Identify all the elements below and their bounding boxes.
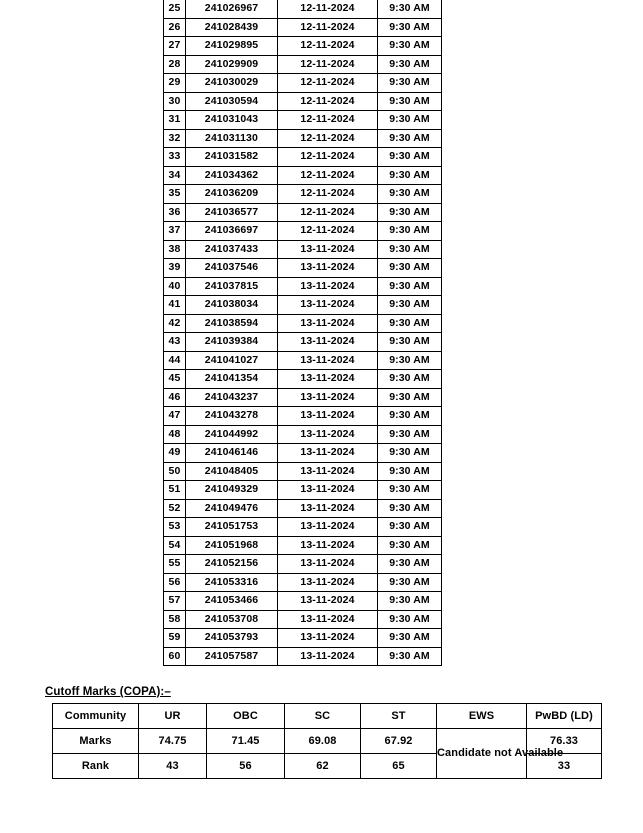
candidate-time: 9:30 AM bbox=[378, 74, 442, 93]
candidate-roll-number: 241049476 bbox=[186, 499, 278, 518]
table-row bbox=[164, 259, 442, 278]
candidate-time: 9:30 AM bbox=[378, 92, 442, 111]
candidate-time: 9:30 AM bbox=[378, 18, 442, 37]
candidate-sl: 31 bbox=[164, 111, 186, 130]
table-row bbox=[164, 333, 442, 352]
table-row bbox=[164, 370, 442, 389]
table-row bbox=[164, 481, 442, 500]
candidate-date: 12-11-2024 bbox=[278, 18, 378, 37]
candidate-date: 13-11-2024 bbox=[278, 555, 378, 574]
candidate-date: 13-11-2024 bbox=[278, 499, 378, 518]
table-row bbox=[164, 610, 442, 629]
table-row bbox=[164, 37, 442, 56]
table-row bbox=[164, 166, 442, 185]
candidate-roll-number: 241052156 bbox=[186, 555, 278, 574]
candidate-date: 12-11-2024 bbox=[278, 111, 378, 130]
candidate-date: 12-11-2024 bbox=[278, 166, 378, 185]
candidate-time: 9:30 AM bbox=[378, 555, 442, 574]
table-row bbox=[164, 111, 442, 130]
candidate-sl: 27 bbox=[164, 37, 186, 56]
candidate-roll-number: 241037546 bbox=[186, 259, 278, 278]
candidate-sl: 42 bbox=[164, 314, 186, 333]
candidate-date: 13-11-2024 bbox=[278, 573, 378, 592]
candidate-sl: 35 bbox=[164, 185, 186, 204]
candidate-roll-number: 241028439 bbox=[186, 18, 278, 37]
candidate-date: 13-11-2024 bbox=[278, 592, 378, 611]
candidate-date: 12-11-2024 bbox=[278, 203, 378, 222]
candidate-time: 9:30 AM bbox=[378, 425, 442, 444]
candidate-time: 9:30 AM bbox=[378, 536, 442, 555]
table-row bbox=[164, 74, 442, 93]
candidate-date: 12-11-2024 bbox=[278, 185, 378, 204]
table-row bbox=[164, 518, 442, 537]
candidate-date: 13-11-2024 bbox=[278, 370, 378, 389]
candidate-time: 9:30 AM bbox=[378, 499, 442, 518]
candidate-sl: 36 bbox=[164, 203, 186, 222]
candidate-date: 13-11-2024 bbox=[278, 351, 378, 370]
table-row bbox=[164, 462, 442, 481]
candidate-date: 13-11-2024 bbox=[278, 462, 378, 481]
candidate-time: 9:30 AM bbox=[378, 388, 442, 407]
cutoff-marks-section bbox=[44, 686, 593, 779]
candidate-sl: 38 bbox=[164, 240, 186, 259]
candidate-time: 9:30 AM bbox=[378, 518, 442, 537]
candidate-sl: 50 bbox=[164, 462, 186, 481]
cutoff-marks-row bbox=[53, 729, 602, 754]
table-row bbox=[164, 92, 442, 111]
table-row bbox=[164, 203, 442, 222]
candidate-date: 13-11-2024 bbox=[278, 240, 378, 259]
candidate-time: 9:30 AM bbox=[378, 185, 442, 204]
candidate-time: 9:30 AM bbox=[378, 296, 442, 315]
candidate-date: 13-11-2024 bbox=[278, 629, 378, 648]
candidate-roll-number: 241046146 bbox=[186, 444, 278, 463]
table-row bbox=[164, 148, 442, 167]
candidate-time: 9:30 AM bbox=[378, 0, 442, 18]
table-row bbox=[164, 55, 442, 74]
candidate-roll-number: 241036577 bbox=[186, 203, 278, 222]
candidate-date: 12-11-2024 bbox=[278, 129, 378, 148]
candidate-sl: 48 bbox=[164, 425, 186, 444]
candidate-sl: 39 bbox=[164, 259, 186, 278]
candidate-date: 12-11-2024 bbox=[278, 0, 378, 18]
table-row bbox=[164, 222, 442, 241]
candidate-sl: 34 bbox=[164, 166, 186, 185]
cutoff-marks-table-container bbox=[52, 703, 593, 779]
candidate-roll-number: 241029909 bbox=[186, 55, 278, 74]
candidate-sl: 45 bbox=[164, 370, 186, 389]
candidate-sl: 60 bbox=[164, 647, 186, 666]
candidate-date: 12-11-2024 bbox=[278, 74, 378, 93]
candidate-sl: 37 bbox=[164, 222, 186, 241]
cutoff-marks-pwbd: 76.33 bbox=[527, 729, 602, 754]
table-row bbox=[164, 314, 442, 333]
candidate-time: 9:30 AM bbox=[378, 592, 442, 611]
candidate-roll-number: 241031582 bbox=[186, 148, 278, 167]
candidate-time: 9:30 AM bbox=[378, 333, 442, 352]
candidate-date: 13-11-2024 bbox=[278, 536, 378, 555]
cutoff-rank-ur: 43 bbox=[139, 754, 207, 779]
candidate-roll-number: 241026967 bbox=[186, 0, 278, 18]
candidate-time: 9:30 AM bbox=[378, 629, 442, 648]
candidate-sl: 58 bbox=[164, 610, 186, 629]
candidate-sl: 43 bbox=[164, 333, 186, 352]
candidate-sl: 40 bbox=[164, 277, 186, 296]
candidate-time: 9:30 AM bbox=[378, 222, 442, 241]
candidate-date: 13-11-2024 bbox=[278, 481, 378, 500]
candidate-time: 9:30 AM bbox=[378, 407, 442, 426]
candidate-date: 13-11-2024 bbox=[278, 518, 378, 537]
candidate-roll-number: 241051753 bbox=[186, 518, 278, 537]
candidate-time: 9:30 AM bbox=[378, 481, 442, 500]
candidate-time: 9:30 AM bbox=[378, 647, 442, 666]
table-row bbox=[164, 629, 442, 648]
candidate-date: 13-11-2024 bbox=[278, 610, 378, 629]
cutoff-marks-st: 67.92 bbox=[361, 729, 437, 754]
candidate-time: 9:30 AM bbox=[378, 111, 442, 130]
candidate-roll-number: 241039384 bbox=[186, 333, 278, 352]
table-row bbox=[164, 536, 442, 555]
cutoff-header-row bbox=[53, 704, 602, 729]
candidate-roll-number: 241031130 bbox=[186, 129, 278, 148]
candidate-sl: 29 bbox=[164, 74, 186, 93]
candidate-date: 12-11-2024 bbox=[278, 148, 378, 167]
candidate-date: 12-11-2024 bbox=[278, 92, 378, 111]
cutoff-marks-table bbox=[52, 703, 602, 779]
candidate-sl: 59 bbox=[164, 629, 186, 648]
candidate-date: 12-11-2024 bbox=[278, 37, 378, 56]
table-row bbox=[164, 407, 442, 426]
candidate-sl: 54 bbox=[164, 536, 186, 555]
candidate-roll-number: 241034362 bbox=[186, 166, 278, 185]
table-row bbox=[164, 647, 442, 666]
candidate-time: 9:30 AM bbox=[378, 314, 442, 333]
table-row bbox=[164, 240, 442, 259]
candidate-sl: 52 bbox=[164, 499, 186, 518]
candidate-sl: 53 bbox=[164, 518, 186, 537]
candidate-time: 9:30 AM bbox=[378, 351, 442, 370]
table-row bbox=[164, 277, 442, 296]
candidate-roll-number: 241038594 bbox=[186, 314, 278, 333]
candidate-list-table-body bbox=[164, 0, 442, 666]
candidate-roll-number: 241057587 bbox=[186, 647, 278, 666]
table-row bbox=[164, 18, 442, 37]
cutoff-rank-label: Rank bbox=[53, 754, 139, 779]
cutoff-header-ews: EWS bbox=[437, 704, 527, 729]
candidate-time: 9:30 AM bbox=[378, 203, 442, 222]
table-row bbox=[164, 592, 442, 611]
table-row bbox=[164, 296, 442, 315]
cutoff-marks-label: Marks bbox=[53, 729, 139, 754]
candidate-date: 13-11-2024 bbox=[278, 259, 378, 278]
candidate-time: 9:30 AM bbox=[378, 148, 442, 167]
candidate-roll-number: 241043237 bbox=[186, 388, 278, 407]
candidate-sl: 46 bbox=[164, 388, 186, 407]
candidate-sl: 25 bbox=[164, 0, 186, 18]
candidate-sl: 47 bbox=[164, 407, 186, 426]
candidate-roll-number: 241044992 bbox=[186, 425, 278, 444]
candidate-roll-number: 241049329 bbox=[186, 481, 278, 500]
candidate-time: 9:30 AM bbox=[378, 166, 442, 185]
candidate-time: 9:30 AM bbox=[378, 573, 442, 592]
candidate-time: 9:30 AM bbox=[378, 259, 442, 278]
cutoff-marks-obc: 71.45 bbox=[207, 729, 285, 754]
candidate-time: 9:30 AM bbox=[378, 370, 442, 389]
cutoff-header-st: ST bbox=[361, 704, 437, 729]
candidate-date: 13-11-2024 bbox=[278, 333, 378, 352]
candidate-roll-number: 241041027 bbox=[186, 351, 278, 370]
candidate-date: 13-11-2024 bbox=[278, 407, 378, 426]
table-row bbox=[164, 573, 442, 592]
candidate-time: 9:30 AM bbox=[378, 129, 442, 148]
candidate-roll-number: 241053708 bbox=[186, 610, 278, 629]
candidate-roll-number: 241048405 bbox=[186, 462, 278, 481]
candidate-sl: 55 bbox=[164, 555, 186, 574]
candidate-date: 13-11-2024 bbox=[278, 277, 378, 296]
candidate-sl: 30 bbox=[164, 92, 186, 111]
candidate-roll-number: 241030594 bbox=[186, 92, 278, 111]
candidate-list-table bbox=[163, 0, 442, 666]
candidate-date: 13-11-2024 bbox=[278, 296, 378, 315]
candidate-list-table-container bbox=[163, 0, 441, 666]
cutoff-marks-heading: Cutoff Marks (COPA):– bbox=[45, 686, 171, 698]
candidate-sl: 44 bbox=[164, 351, 186, 370]
table-row bbox=[164, 351, 442, 370]
candidate-time: 9:30 AM bbox=[378, 462, 442, 481]
cutoff-rank-pwbd: 33 bbox=[527, 754, 602, 779]
candidate-roll-number: 241053466 bbox=[186, 592, 278, 611]
candidate-date: 12-11-2024 bbox=[278, 55, 378, 74]
cutoff-marks-sc: 69.08 bbox=[285, 729, 361, 754]
cutoff-header-ur: UR bbox=[139, 704, 207, 729]
candidate-roll-number: 241051968 bbox=[186, 536, 278, 555]
table-row bbox=[164, 129, 442, 148]
candidate-sl: 26 bbox=[164, 18, 186, 37]
candidate-sl: 51 bbox=[164, 481, 186, 500]
candidate-sl: 57 bbox=[164, 592, 186, 611]
table-row bbox=[164, 499, 442, 518]
candidate-sl: 28 bbox=[164, 55, 186, 74]
candidate-roll-number: 241053316 bbox=[186, 573, 278, 592]
cutoff-rank-sc: 62 bbox=[285, 754, 361, 779]
candidate-date: 13-11-2024 bbox=[278, 444, 378, 463]
candidate-date: 13-11-2024 bbox=[278, 647, 378, 666]
candidate-date: 13-11-2024 bbox=[278, 425, 378, 444]
candidate-sl: 33 bbox=[164, 148, 186, 167]
candidate-roll-number: 241038034 bbox=[186, 296, 278, 315]
table-row bbox=[164, 555, 442, 574]
candidate-time: 9:30 AM bbox=[378, 240, 442, 259]
candidate-date: 13-11-2024 bbox=[278, 314, 378, 333]
candidate-time: 9:30 AM bbox=[378, 444, 442, 463]
candidate-date: 12-11-2024 bbox=[278, 222, 378, 241]
cutoff-header-sc: SC bbox=[285, 704, 361, 729]
table-row bbox=[164, 0, 442, 18]
candidate-sl: 32 bbox=[164, 129, 186, 148]
cutoff-header-community: Community bbox=[53, 704, 139, 729]
table-row bbox=[164, 185, 442, 204]
table-row bbox=[164, 388, 442, 407]
candidate-roll-number: 241030029 bbox=[186, 74, 278, 93]
cutoff-marks-ur: 74.75 bbox=[139, 729, 207, 754]
candidate-roll-number: 241036697 bbox=[186, 222, 278, 241]
candidate-roll-number: 241029895 bbox=[186, 37, 278, 56]
table-row bbox=[164, 425, 442, 444]
candidate-time: 9:30 AM bbox=[378, 37, 442, 56]
cutoff-rank-obc: 56 bbox=[207, 754, 285, 779]
cutoff-header-pwbd: PwBD (LD) bbox=[527, 704, 602, 729]
candidate-roll-number: 241031043 bbox=[186, 111, 278, 130]
candidate-sl: 56 bbox=[164, 573, 186, 592]
candidate-time: 9:30 AM bbox=[378, 55, 442, 74]
candidate-sl: 49 bbox=[164, 444, 186, 463]
candidate-roll-number: 241037433 bbox=[186, 240, 278, 259]
candidate-roll-number: 241041354 bbox=[186, 370, 278, 389]
table-row bbox=[164, 444, 442, 463]
cutoff-rank-st: 65 bbox=[361, 754, 437, 779]
candidate-time: 9:30 AM bbox=[378, 277, 442, 296]
candidate-roll-number: 241043278 bbox=[186, 407, 278, 426]
cutoff-ews-not-available: Candidate not Available bbox=[437, 729, 527, 779]
candidate-date: 13-11-2024 bbox=[278, 388, 378, 407]
cutoff-header-obc: OBC bbox=[207, 704, 285, 729]
candidate-time: 9:30 AM bbox=[378, 610, 442, 629]
candidate-roll-number: 241053793 bbox=[186, 629, 278, 648]
candidate-roll-number: 241036209 bbox=[186, 185, 278, 204]
candidate-sl: 41 bbox=[164, 296, 186, 315]
candidate-roll-number: 241037815 bbox=[186, 277, 278, 296]
